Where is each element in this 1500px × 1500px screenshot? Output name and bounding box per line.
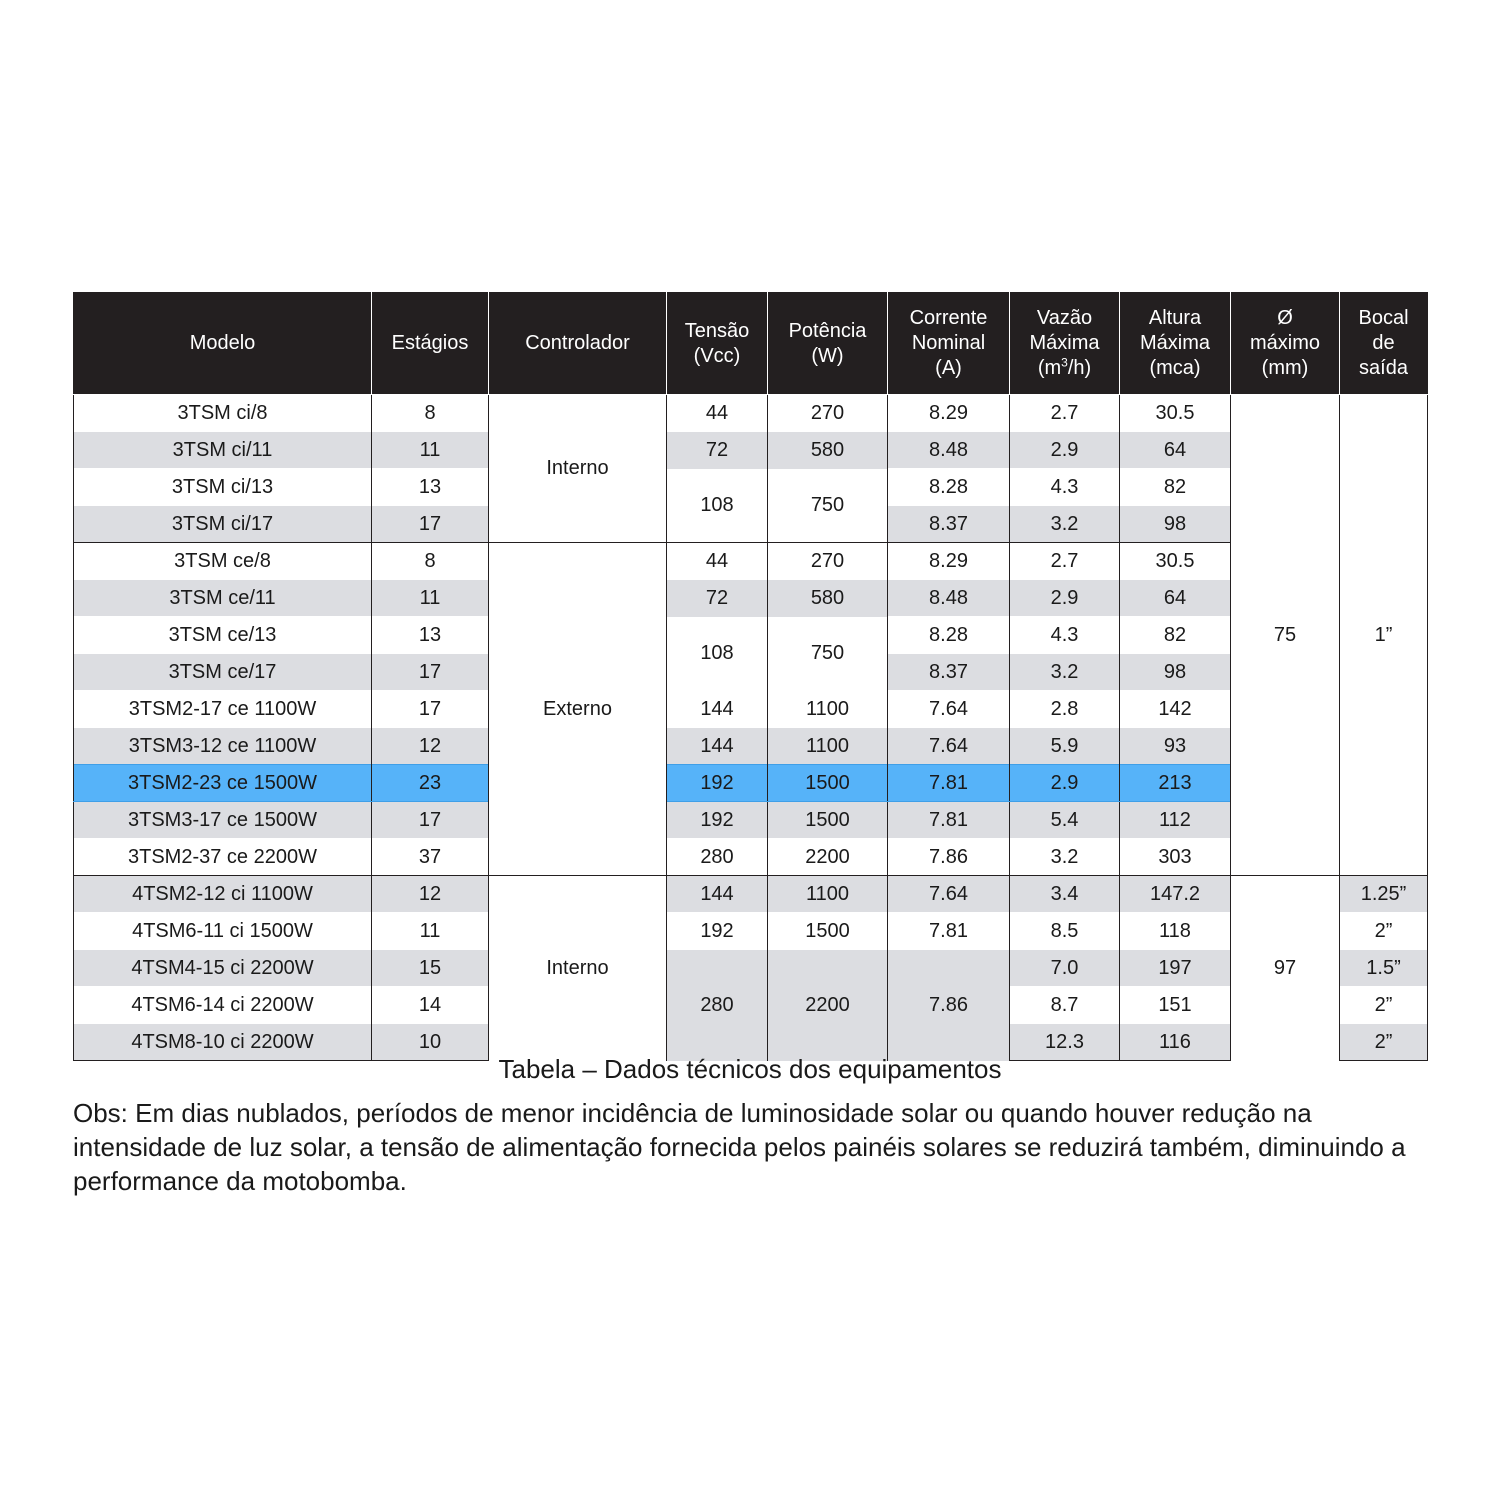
cell-controlador: Externo — [489, 543, 667, 876]
header-line: Modelo — [189, 332, 256, 354]
cell-bocal: 2” — [1340, 987, 1428, 1024]
header-line: Potência — [788, 319, 867, 342]
table-row — [74, 543, 1428, 580]
table-row — [74, 876, 1428, 913]
cell-potencia: 750 — [768, 617, 888, 691]
cell-potencia: 1500 — [768, 913, 888, 950]
header-estagios — [372, 293, 489, 395]
cell-potencia: 750 — [768, 469, 888, 543]
cell-potencia: 1500 — [768, 802, 888, 839]
cell-vazao: 4.3 — [1010, 469, 1120, 506]
cell-potencia: 270 — [768, 395, 888, 432]
header-line: Tensão — [684, 319, 750, 342]
cell-potencia: 2200 — [768, 950, 888, 1061]
header-line: $(m^3/h)$ — [1037, 355, 1092, 379]
cell-potencia: 1100 — [768, 728, 888, 765]
cell-vazao: 8.5 — [1010, 913, 1120, 950]
header-line: (Vcc) — [693, 344, 741, 367]
cell-estagios: 17 — [372, 691, 489, 728]
cell-corrente: 7.86 — [888, 839, 1010, 876]
table-row — [74, 691, 1428, 728]
cell-bocal: 2” — [1340, 913, 1428, 950]
cell-estagios: 17 — [372, 506, 489, 543]
table-row — [74, 728, 1428, 765]
header-potencia — [768, 293, 888, 395]
cell-tensao: 72 — [667, 580, 768, 617]
cell-estagios: 11 — [372, 432, 489, 469]
cell-estagios: 11 — [372, 913, 489, 950]
header-bocal — [1340, 293, 1428, 395]
cell-vazao: 2.9 — [1010, 432, 1120, 469]
cell-altura: 151 — [1120, 987, 1231, 1024]
cell-vazao: 3.2 — [1010, 654, 1120, 691]
cell-modelo: 3TSM ce/8 — [74, 543, 372, 580]
cell-estagios: 17 — [372, 802, 489, 839]
cell-estagios: 10 — [372, 1024, 489, 1061]
table-row — [74, 580, 1428, 617]
cell-vazao: 3.2 — [1010, 506, 1120, 543]
cell-vazao: 2.7 — [1010, 543, 1120, 580]
cell-vazao: 2.9 — [1010, 765, 1120, 802]
cell-corrente: 8.37 — [888, 506, 1010, 543]
cell-diametro: 97 — [1231, 876, 1340, 1061]
cell-potencia: 580 — [768, 432, 888, 469]
cell-vazao: 2.8 — [1010, 691, 1120, 728]
spec-table — [73, 292, 1428, 1061]
cell-estagios: 17 — [372, 654, 489, 691]
cell-potencia: 1100 — [768, 876, 888, 913]
header-vazao — [1010, 293, 1120, 395]
cell-modelo: 4TSM6-14 ci 2200W — [74, 987, 372, 1024]
cell-corrente: 8.29 — [888, 395, 1010, 432]
header-line: Bocal — [1358, 307, 1409, 329]
header-line: Nominal — [911, 332, 986, 354]
header-line: Máxima — [1029, 332, 1100, 354]
cell-altura: 303 — [1120, 839, 1231, 876]
header-line: máximo — [1249, 332, 1320, 354]
cell-estagios: 8 — [372, 395, 489, 432]
header-modelo — [74, 293, 372, 395]
table-row — [74, 395, 1428, 432]
cell-estagios: 15 — [372, 950, 489, 987]
cell-controlador: Interno — [489, 395, 667, 543]
cell-tensao: 192 — [667, 913, 768, 950]
header-line: (W) — [811, 344, 844, 367]
cell-bocal: 1.25” — [1340, 876, 1428, 913]
cell-vazao: 2.9 — [1010, 580, 1120, 617]
header-tensao — [667, 293, 768, 395]
header-line: (A) — [935, 357, 962, 379]
cell-potencia: 2200 — [768, 839, 888, 876]
cell-estagios: 23 — [372, 765, 489, 802]
cell-corrente: 7.64 — [888, 691, 1010, 728]
cell-tensao: 108 — [667, 469, 768, 543]
cell-estagios: 8 — [372, 543, 489, 580]
cell-potencia: 1100 — [768, 691, 888, 728]
cell-corrente: 7.64 — [888, 876, 1010, 913]
cell-modelo: 3TSM ci/8 — [74, 395, 372, 432]
cell-corrente: 8.28 — [888, 469, 1010, 506]
cell-altura: 82 — [1120, 617, 1231, 654]
cell-altura: 213 — [1120, 765, 1231, 802]
cell-altura: 64 — [1120, 580, 1231, 617]
table-row — [74, 950, 1428, 987]
cell-tensao: 144 — [667, 691, 768, 728]
cell-altura: 118 — [1120, 913, 1231, 950]
observation-note: Obs: Em dias nublados, períodos de menor incidência de luminosidade solar ou quando houver redução na intensidade de luz solar, a tensão de alimentação fornecida pelos painéis solares se reduzirá também, diminuindo a performance da motobomba. — [73, 1098, 1406, 1196]
cell-vazao: 8.7 — [1010, 987, 1120, 1024]
table-row-highlighted — [74, 765, 1428, 802]
cell-potencia: 580 — [768, 580, 888, 617]
cell-altura: 98 — [1120, 654, 1231, 691]
cell-altura: 112 — [1120, 802, 1231, 839]
cell-modelo: 4TSM8-10 ci 2200W — [74, 1024, 372, 1061]
header-corrente — [888, 293, 1010, 395]
cell-altura: 93 — [1120, 728, 1231, 765]
cell-altura: 98 — [1120, 506, 1231, 543]
cell-corrente: 7.81 — [888, 802, 1010, 839]
cell-bocal: 2” — [1340, 1024, 1428, 1061]
header-line: Máxima — [1139, 332, 1210, 354]
cell-tensao: 280 — [667, 950, 768, 1061]
cell-estagios: 13 — [372, 469, 489, 506]
table-caption: Tabela – Dados técnicos dos equipamentos — [498, 1054, 1002, 1084]
cell-tensao: 144 — [667, 728, 768, 765]
header-line: Corrente — [909, 307, 988, 329]
cell-corrente: 8.28 — [888, 617, 1010, 654]
header-line: Ø — [1277, 307, 1293, 329]
cell-tensao: 144 — [667, 876, 768, 913]
cell-vazao: 5.9 — [1010, 728, 1120, 765]
cell-bocal: 1.5” — [1340, 950, 1428, 987]
cell-modelo: 3TSM ci/13 — [74, 469, 372, 506]
cell-vazao: 3.2 — [1010, 839, 1120, 876]
cell-tensao: 72 — [667, 432, 768, 469]
cell-bocal: 1” — [1340, 395, 1428, 876]
cell-estagios: 37 — [372, 839, 489, 876]
cell-vazao: 4.3 — [1010, 617, 1120, 654]
cell-modelo: 4TSM6-11 ci 1500W — [74, 913, 372, 950]
cell-tensao: 280 — [667, 839, 768, 876]
cell-vazao: 12.3 — [1010, 1024, 1120, 1061]
cell-altura: 64 — [1120, 432, 1231, 469]
cell-tensao: 192 — [667, 765, 768, 802]
header-line: Estágios — [391, 332, 469, 354]
header-line: Altura — [1148, 307, 1202, 329]
cell-diametro: 75 — [1231, 395, 1340, 876]
cell-modelo: 3TSM ce/11 — [74, 580, 372, 617]
cell-estagios: 11 — [372, 580, 489, 617]
cell-tensao: 192 — [667, 802, 768, 839]
table-row — [74, 839, 1428, 876]
cell-modelo: 3TSM2-37 ce 2200W — [74, 839, 372, 876]
cell-modelo: 3TSM ci/17 — [74, 506, 372, 543]
cell-corrente: 7.81 — [888, 913, 1010, 950]
cell-altura: 82 — [1120, 469, 1231, 506]
cell-modelo: 3TSM2-23 ce 1500W — [74, 765, 372, 802]
cell-modelo: 4TSM2-12 ci 1100W — [74, 876, 372, 913]
cell-modelo: 3TSM3-12 ce 1100W — [74, 728, 372, 765]
cell-corrente: 7.64 — [888, 728, 1010, 765]
header-line: Vazão — [1036, 307, 1093, 329]
cell-estagios: 12 — [372, 728, 489, 765]
cell-corrente: 8.37 — [888, 654, 1010, 691]
cell-tensao: 44 — [667, 543, 768, 580]
cell-corrente: 7.86 — [888, 950, 1010, 1061]
cell-altura: 197 — [1120, 950, 1231, 987]
cell-estagios: 14 — [372, 987, 489, 1024]
cell-vazao: 2.7 — [1010, 395, 1120, 432]
cell-altura: 142 — [1120, 691, 1231, 728]
cell-corrente: 8.48 — [888, 580, 1010, 617]
cell-corrente: 8.48 — [888, 432, 1010, 469]
cell-corrente: 7.81 — [888, 765, 1010, 802]
cell-vazao: 5.4 — [1010, 802, 1120, 839]
table-row — [74, 802, 1428, 839]
cell-altura: 30.5 — [1120, 395, 1231, 432]
header-line: Controlador — [525, 332, 630, 354]
table-body — [74, 395, 1428, 1061]
cell-modelo: 3TSM ce/13 — [74, 617, 372, 654]
header-line: (mca) — [1149, 357, 1201, 379]
header-controlador — [489, 293, 667, 395]
header-line: (mm) — [1261, 357, 1309, 379]
cell-controlador: Interno — [489, 876, 667, 1061]
cell-altura: 30.5 — [1120, 543, 1231, 580]
cell-modelo: 3TSM ci/11 — [74, 432, 372, 469]
header-line: de — [1372, 332, 1395, 354]
cell-altura: 147.2 — [1120, 876, 1231, 913]
cell-tensao: 108 — [667, 617, 768, 691]
header-row — [74, 293, 1428, 395]
header-altura — [1120, 293, 1231, 395]
header-line: saída — [1359, 357, 1408, 379]
table-row — [74, 913, 1428, 950]
cell-vazao: 3.4 — [1010, 876, 1120, 913]
cell-corrente: 8.29 — [888, 543, 1010, 580]
cell-tensao: 44 — [667, 395, 768, 432]
cell-altura: 116 — [1120, 1024, 1231, 1061]
cell-potencia: 270 — [768, 543, 888, 580]
cell-modelo: 3TSM ce/17 — [74, 654, 372, 691]
table-row — [74, 617, 1428, 654]
cell-estagios: 13 — [372, 617, 489, 654]
cell-modelo: 3TSM2-17 ce 1100W — [74, 691, 372, 728]
cell-modelo: 3TSM3-17 ce 1500W — [74, 802, 372, 839]
cell-modelo: 4TSM4-15 ci 2200W — [74, 950, 372, 987]
table-row — [74, 469, 1428, 506]
cell-estagios: 12 — [372, 876, 489, 913]
table-row — [74, 432, 1428, 469]
cell-potencia: 1500 — [768, 765, 888, 802]
cell-vazao: 7.0 — [1010, 950, 1120, 987]
header-diametro — [1231, 293, 1340, 395]
